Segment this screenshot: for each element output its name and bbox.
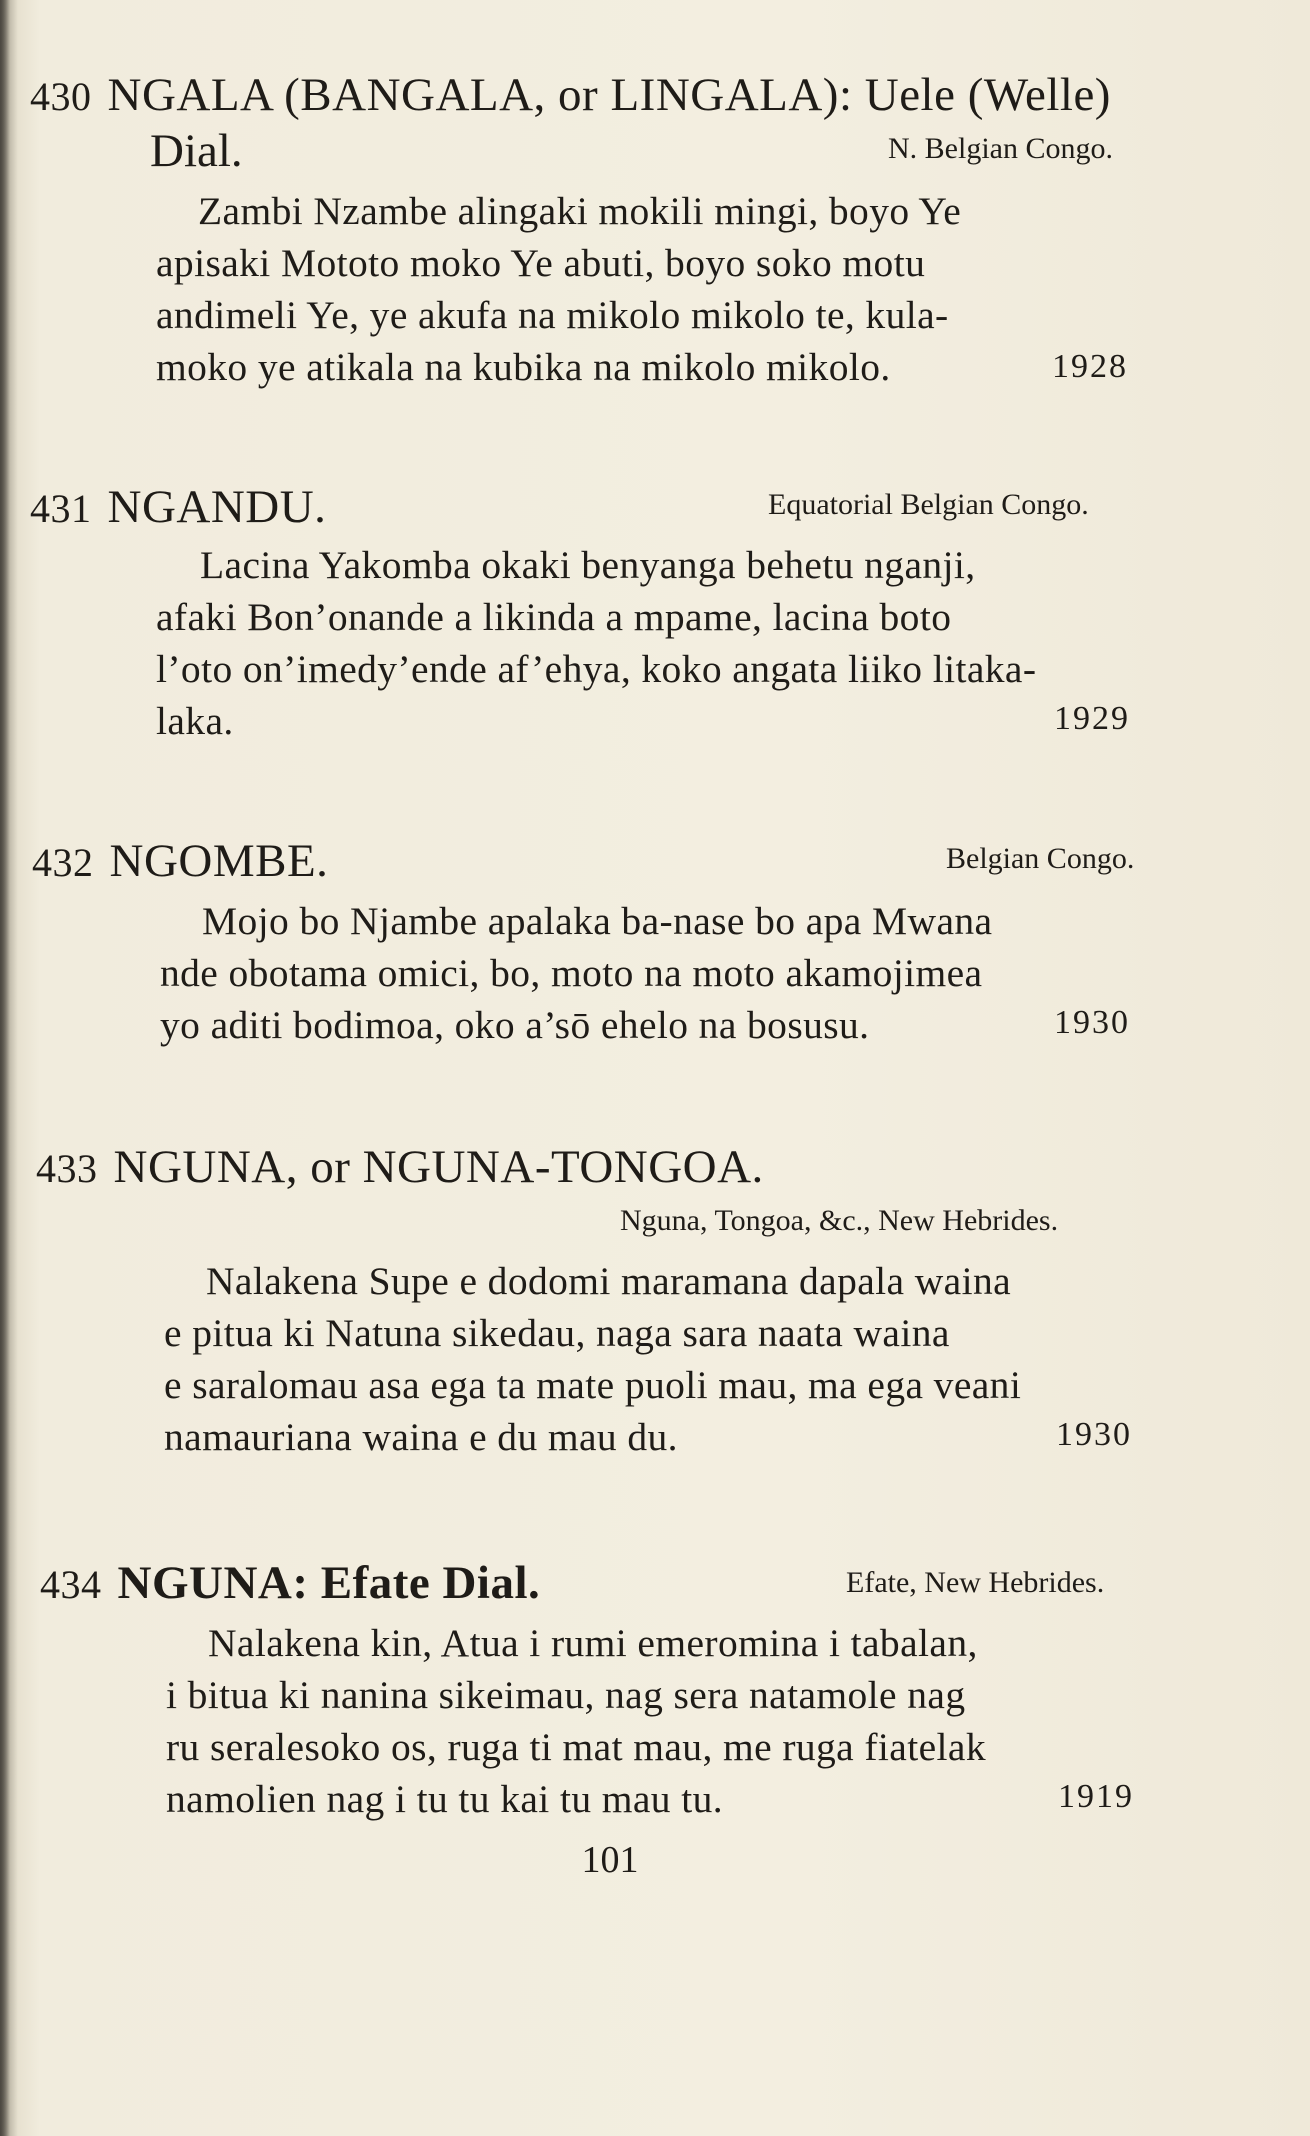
text-line: e pitua ki Natuna sikedau, naga sara naata waina [164,1311,950,1355]
page-spine-shadow [0,0,10,2136]
entry-location: Equatorial Belgian Congo. [768,488,1089,521]
entry-location: N. Belgian Congo. [888,132,1113,165]
entry-year: 1930 [1054,1004,1130,1041]
entry-title: NGUNA: Efate Dial. [117,1557,541,1609]
entry-number: 430 [30,74,92,119]
entry-heading [40,1556,540,1610]
text-line: laka. [156,699,234,743]
entry-heading [32,834,328,888]
entry-heading [36,1140,764,1194]
entry-title: NGANDU. [107,481,327,533]
entry-subheading: Dial. [150,125,243,177]
text-line: afaki Bon’onande a likinda a mpame, lacina boto [156,595,952,639]
text-line: l’oto on’imedy’ende af’ehya, koko angata liiko litaka- [156,647,1037,691]
text-line: Mojo bo Njambe apalaka ba-nase bo apa Mwana [202,899,993,943]
entry-title: NGUNA, or NGUNA-TONGOA. [113,1141,764,1193]
text-line: apisaki Mototo moko Ye abuti, boyo soko motu [156,241,926,285]
entry-year: 1929 [1054,700,1130,737]
entry-year: 1919 [1058,1778,1134,1815]
entry-heading [30,480,326,534]
entry-year: 1928 [1052,348,1128,385]
entry-year: 1930 [1056,1416,1132,1453]
entry-number: 432 [32,840,94,885]
text-line: moko ye atikala na kubika na mikolo mikolo. [156,345,891,389]
text-line: andimeli Ye, ye akufa na mikolo mikolo te, kula- [156,293,949,337]
text-line: ru seralesoko os, ruga ti mat mau, me ruga fiatelak [166,1725,987,1769]
entry-number: 431 [30,486,92,531]
entry-title: NGALA (BANGALA, or LINGALA): Uele (Welle) [107,69,1111,121]
text-line: Nalakena kin, Atua i rumi emeromina i tabalan, [208,1621,978,1665]
page-number: 101 [581,1839,639,1881]
entry-location: Belgian Congo. [946,842,1135,875]
text-line: yo aditi bodimoa, oko a’sō ehelo na bosusu. [160,1003,870,1047]
text-line: i bitua ki nanina sikeimau, nag sera natamole nag [166,1673,966,1717]
entry-location: Nguna, Tongoa, &c., New Hebrides. [620,1204,1059,1237]
text-line: namolien nag i tu tu kai tu mau tu. [166,1777,724,1821]
entry-title: NGOMBE. [109,835,329,887]
entry-number: 434 [40,1562,102,1607]
text-line: e saralomau asa ega ta mate puoli mau, ma ega veani [164,1363,1022,1407]
text-line: Zambi Nzambe alingaki mokili mingi, boyo Ye [198,189,962,233]
text-line: namauriana waina e du mau du. [164,1415,678,1459]
text-line: nde obotama omici, bo, moto na moto akamojimea [160,951,983,995]
text-line: Nalakena Supe e dodomi maramana dapala waina [206,1259,1012,1303]
entry-number: 433 [36,1146,98,1191]
entry-location: Efate, New Hebrides. [846,1566,1105,1599]
text-line: Lacina Yakomba okaki benyanga behetu nganji, [200,543,976,587]
entry-heading [30,68,1111,122]
